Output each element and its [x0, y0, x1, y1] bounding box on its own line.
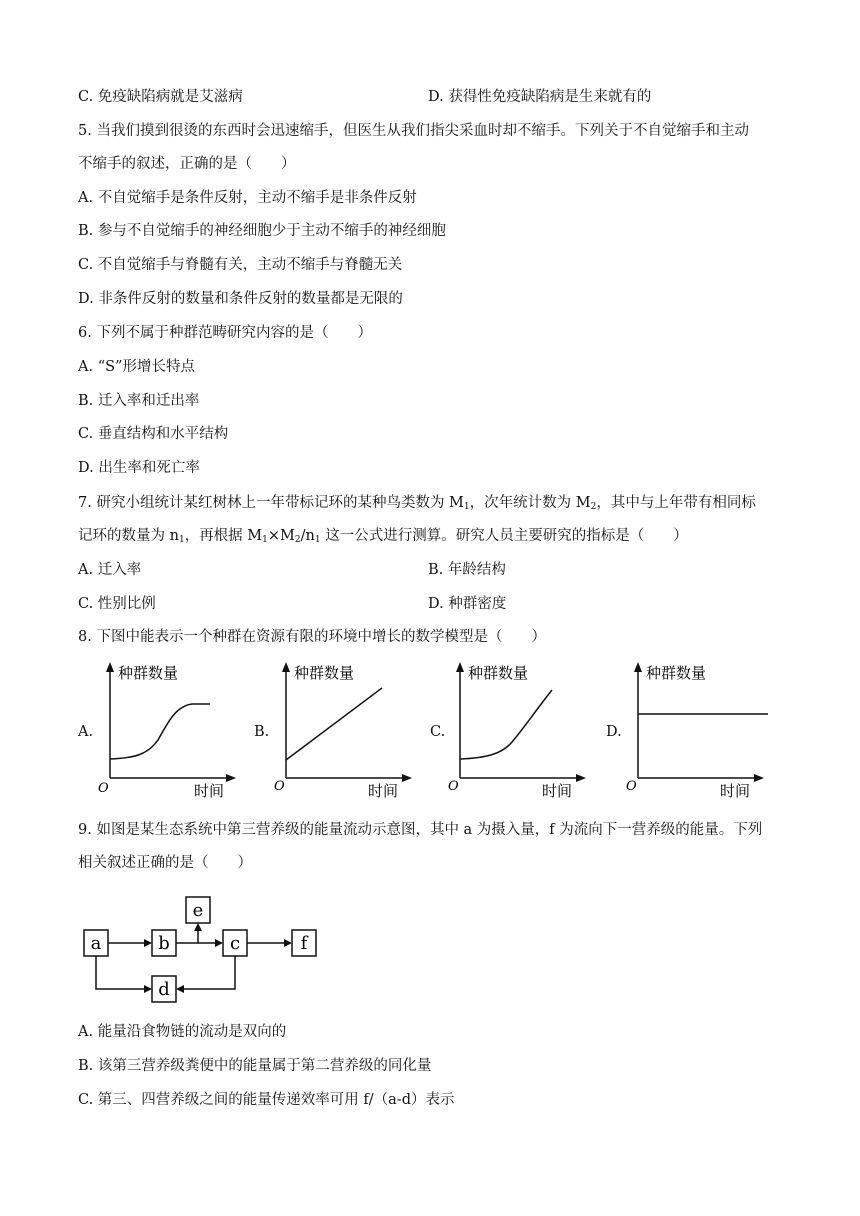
j-curve — [460, 690, 552, 759]
q8-option-b-letter: B. — [254, 724, 270, 740]
q7-option-c: C. 性别比例 — [78, 596, 156, 612]
q6-option-c: C. 垂直结构和水平结构 — [78, 426, 229, 442]
q5-option-d: D. 非条件反射的数量和条件反射的数量都是无限的 — [78, 291, 403, 307]
q7-stem-line2: 记环的数量为 $n_1$，再根据 $M_1\times M_2/n_1$ 这一公式进行测算。研究人员主要研究的指标是（ ） — [78, 528, 688, 545]
q5-stem-line2: 不缩手的叙述，正确的是（ ） — [78, 156, 296, 172]
q8-graph-d — [624, 660, 784, 800]
q6-option-d: D. 出生率和死亡率 — [78, 460, 200, 476]
q5-option-b: B. 参与不自觉缩手的神经细胞少于主动不缩手的神经细胞 — [78, 223, 446, 239]
origin-label: O — [448, 779, 459, 794]
linear-line — [286, 688, 382, 760]
q8-graph-a — [96, 660, 256, 800]
y-axis-label: 种群数量 — [646, 664, 707, 682]
q7-option-b: B. 年龄结构 — [428, 562, 506, 578]
q7-option-d: D. 种群密度 — [428, 596, 507, 612]
q5-option-c: C. 不自觉缩手与脊髓有关，主动不缩手与脊髓无关 — [78, 257, 403, 273]
q9-option-b: B. 该第三营养级粪便中的能量属于第二营养级的同化量 — [78, 1058, 432, 1074]
y-axis-label: 种群数量 — [294, 664, 355, 682]
y-axis-label: 种群数量 — [118, 664, 179, 682]
x-axis-label: 时间 — [542, 782, 573, 800]
x-axis-label: 时间 — [368, 782, 399, 800]
q5-option-a: A. 不自觉缩手是条件反射，主动不缩手是非条件反射 — [78, 190, 417, 206]
origin-label: O — [98, 781, 109, 796]
q7-option-a: A. 迁入率 — [78, 562, 142, 578]
q8-option-a-letter: A. — [78, 724, 94, 740]
q6-stem: 6. 下列不属于种群范畴研究内容的是（ ） — [78, 325, 372, 341]
node-c-label: c — [229, 933, 241, 954]
node-a-label: a — [90, 933, 102, 954]
x-axis-label: 时间 — [194, 782, 225, 800]
q8-option-c-letter: C. — [430, 724, 446, 740]
q7-stem-line1: 7. 研究小组统计某红树林上一年带标记环的某种鸟类数为 $M_1$，次年统计数为 $M_2$，其中与上年带有相同标 — [78, 495, 756, 512]
q9-option-a: A. 能量沿食物链的流动是双向的 — [78, 1024, 287, 1040]
origin-label: O — [274, 779, 285, 794]
q9-option-c: C. 第三、四营养级之间的能量传递效率可用 f/（a-d）表示 — [78, 1092, 455, 1108]
q6-option-a: A. “S”形增长特点 — [78, 359, 195, 375]
q6-option-b: B. 迁入率和迁出率 — [78, 393, 200, 409]
q5-stem-line1: 5. 当我们摸到很烫的东西时会迅速缩手，但医生从我们指尖采血时却不缩手。下列关于不自觉缩手和主动 — [78, 123, 749, 139]
q4-option-d: D. 获得性免疫缺陷病是生来就有的 — [428, 89, 652, 105]
origin-label: O — [626, 779, 637, 794]
q8-option-d-letter: D. — [606, 724, 622, 740]
s-curve — [110, 704, 210, 759]
q8-graph-c — [446, 660, 606, 800]
energy-flow-diagram — [80, 892, 330, 1008]
node-e-label: e — [192, 900, 204, 921]
x-axis-label: 时间 — [720, 782, 751, 800]
node-f-label: f — [300, 933, 308, 954]
q4-option-c: C. 免疫缺陷病就是艾滋病 — [78, 89, 243, 105]
node-b-label: b — [158, 933, 170, 954]
node-d-label: d — [158, 979, 170, 1000]
q9-stem-line1: 9. 如图是某生态系统中第三营养级的能量流动示意图，其中 a 为摄入量，f 为流向下一营养级的能量。下列 — [78, 822, 763, 838]
q8-stem: 8. 下图中能表示一个种群在资源有限的环境中增长的数学模型是（ ） — [78, 629, 546, 645]
y-axis-label: 种群数量 — [468, 664, 529, 682]
q9-stem-line2: 相关叙述正确的是（ ） — [78, 855, 252, 871]
q8-graph-b — [272, 660, 432, 800]
